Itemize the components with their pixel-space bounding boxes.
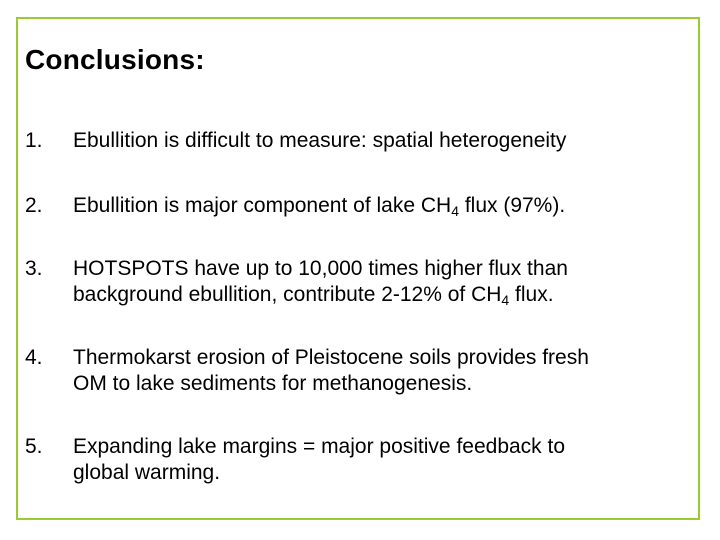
item-number: 3. [25, 257, 43, 280]
item-number: 2. [25, 194, 43, 217]
subscript: 4 [501, 292, 510, 308]
item-text [73, 434, 683, 486]
item-line: Ebullition is difficult to measure: spatial heterogeneity [73, 129, 567, 152]
item-text-part: flux (97%). [458, 194, 566, 217]
item-line: HOTSPOTS have up to 10,000 times higher flux than [73, 257, 568, 280]
item-text [73, 128, 683, 154]
item-line: Thermokarst erosion of Pleistocene soils provides fresh [73, 346, 589, 369]
item-text [73, 193, 683, 219]
item-number: 1. [25, 129, 43, 152]
item-line: global warming. [73, 461, 221, 484]
item-text [73, 256, 683, 308]
item-text [73, 345, 683, 397]
item-text-part: Ebullition is major component of lake CH [73, 194, 452, 217]
slide-title: Conclusions: [25, 44, 205, 75]
item-number: 5. [25, 435, 43, 458]
item-line [73, 282, 683, 308]
item-text-part: background ebullition, contribute 2-12% of CH [73, 283, 502, 306]
subscript: 4 [451, 203, 459, 219]
item-number: 4. [25, 346, 43, 369]
item-text-part: flux. [509, 283, 554, 306]
item-line [73, 193, 683, 219]
item-line: Expanding lake margins = major positive feedback to [73, 435, 566, 458]
item-line: OM to lake sediments for methanogenesis. [73, 372, 473, 395]
